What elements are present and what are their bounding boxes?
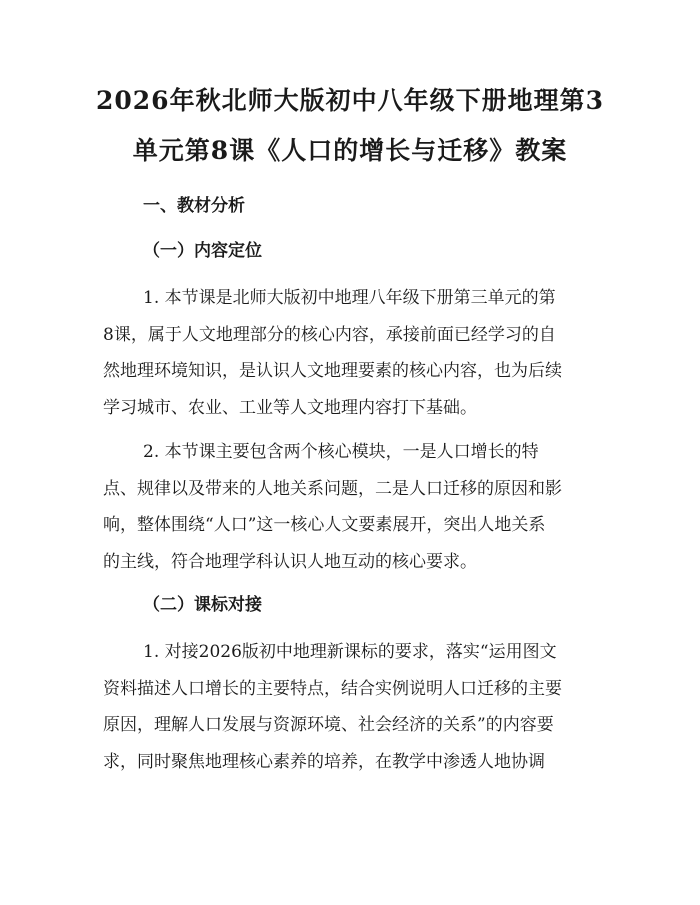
paragraph-line: 然地理环境知识，是认识人文地理要素的核心内容，也为后续: [103, 361, 562, 381]
subsection-heading-curriculum-alignment: （二）课标对接: [143, 595, 262, 615]
paragraph-line: 响，整体围绕“人口”这一核心人文要素展开，突出人地关系: [103, 515, 546, 535]
paragraph-line: 点、规律以及带来的人地关系问题，二是人口迁移的原因和影: [103, 478, 562, 499]
paragraph-line: 的主线，符合地理学科认识人地互动的核心要求。: [103, 551, 477, 572]
paragraph-line: 资料描述人口增长的主要特点，结合实例说明人口迁移的主要: [103, 678, 562, 699]
paragraph-line: 1. 本节课是北师大版初中地理八年级下册第三单元的第: [143, 288, 556, 308]
paragraph-line: 原因，理解人口发展与资源环境、社会经济的关系”的内容要: [103, 715, 554, 735]
document-title-line-2: 单元第8课《人口的增长与迁移》教案: [132, 136, 568, 165]
document-title-line-1: 2026年秋北师大版初中八年级下册地理第3: [96, 86, 604, 115]
section-heading-teaching-material-analysis: 一、教材分析: [143, 196, 245, 216]
paragraph-line: 8课，属于人文地理部分的核心内容，承接前面已经学习的自: [103, 324, 556, 345]
paragraph-line: 1. 对接2026版初中地理新课标的要求，落实“运用图文: [143, 642, 557, 662]
paragraph-line: 学习城市、农业、工业等人文地理内容打下基础。: [103, 397, 477, 418]
paragraph-1: [103, 280, 597, 426]
paragraph-2: [103, 434, 597, 580]
paragraph-line: 求，同时聚焦地理核心素养的培养，在教学中渗透人地协调: [103, 751, 545, 772]
paragraph-3: [103, 634, 597, 780]
paragraph-line: 2. 本节课主要包含两个核心模块，一是人口增长的特: [143, 442, 539, 462]
subsection-heading-content-positioning: （一）内容定位: [143, 241, 262, 261]
